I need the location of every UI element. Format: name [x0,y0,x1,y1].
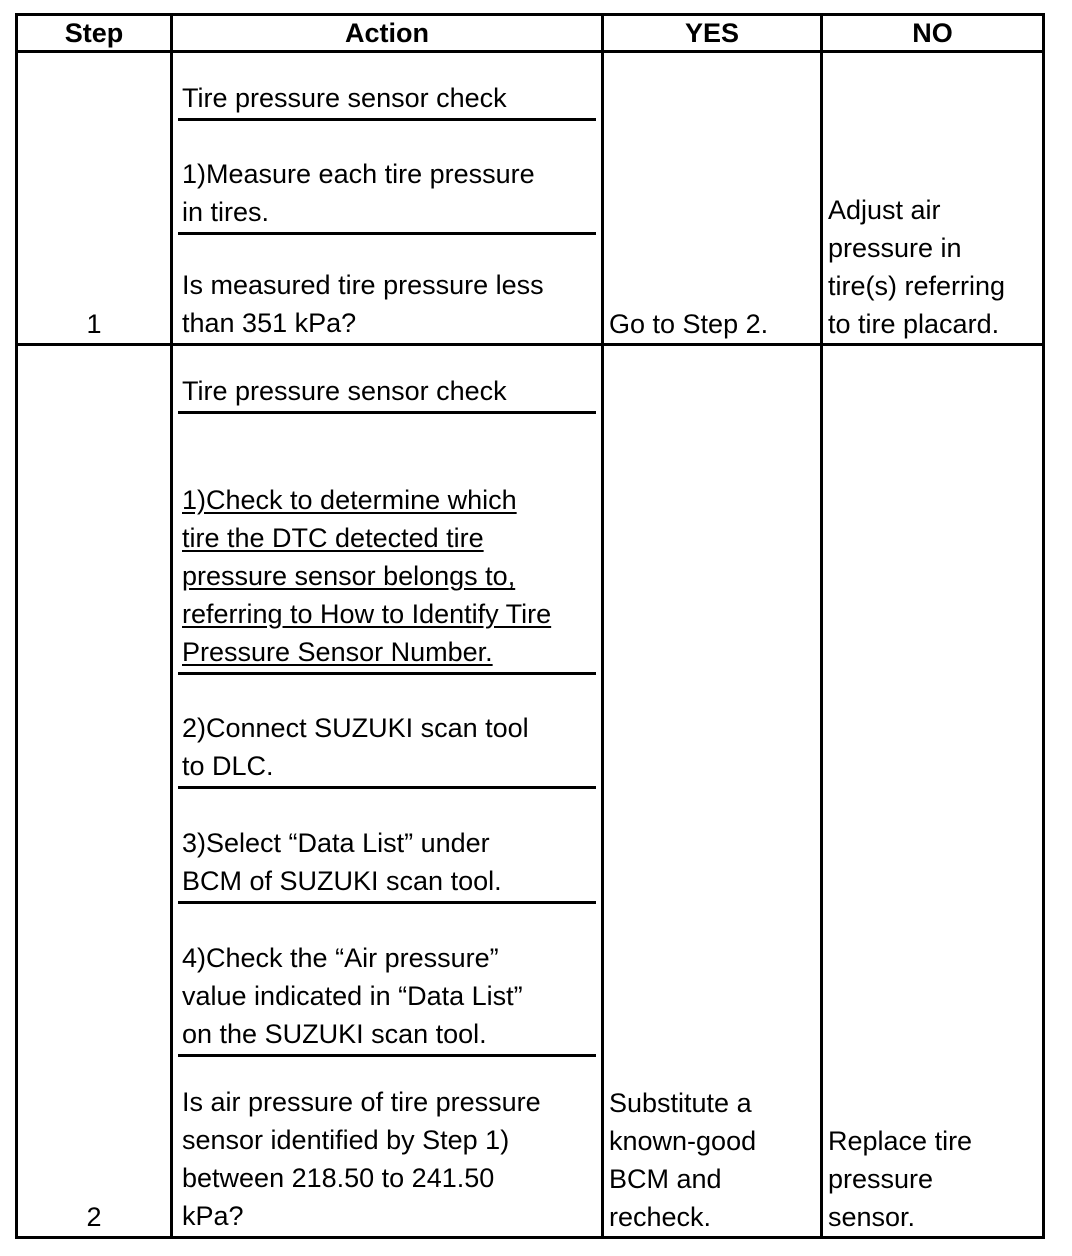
table-row [17,345,1044,1238]
action-question: Is air pressure of tire pressure sensor identified by Step 1) between 218.50 to 241.50 kPa? [182,1087,541,1231]
table-row [17,52,1044,345]
header-step: Step [17,15,172,52]
header-yes: YES [603,15,822,52]
yes-result: Go to Step 2. [603,52,822,345]
action-step: 1)Measure each tire pressure in tires. [178,121,596,235]
step-number: 1 [17,52,172,345]
action-step: 2)Connect SUZUKI scan tool to DLC. [178,675,596,789]
header-no: NO [822,15,1044,52]
action-step: 1)Check to determine which tire the DTC detected tire pressure sensor belongs to, referring to How to Identify Tire Pressure Sensor Number. [178,414,596,675]
yes-result: Substitute a known-good BCM and recheck. [603,345,822,1238]
action-step: 3)Select “Data List” under BCM of SUZUKI scan tool. [178,789,596,904]
no-result: Replace tire pressure sensor. [822,345,1044,1238]
step-number: 2 [17,345,172,1238]
action-question: Is measured tire pressure less than 351 kPa? [182,270,544,338]
header-action: Action [172,15,603,52]
action-step: 4)Check the “Air pressure” value indicated in “Data List” on the SUZUKI scan tool. [178,904,596,1057]
action-cell [172,52,603,345]
header-row [17,15,1044,52]
diagnostic-procedure-table [15,13,1045,1239]
action-title: Tire pressure sensor check [178,346,596,414]
action-cell [172,345,603,1238]
no-result: Adjust air pressure in tire(s) referring to tire placard. [822,52,1044,345]
action-title: Tire pressure sensor check [178,53,596,121]
